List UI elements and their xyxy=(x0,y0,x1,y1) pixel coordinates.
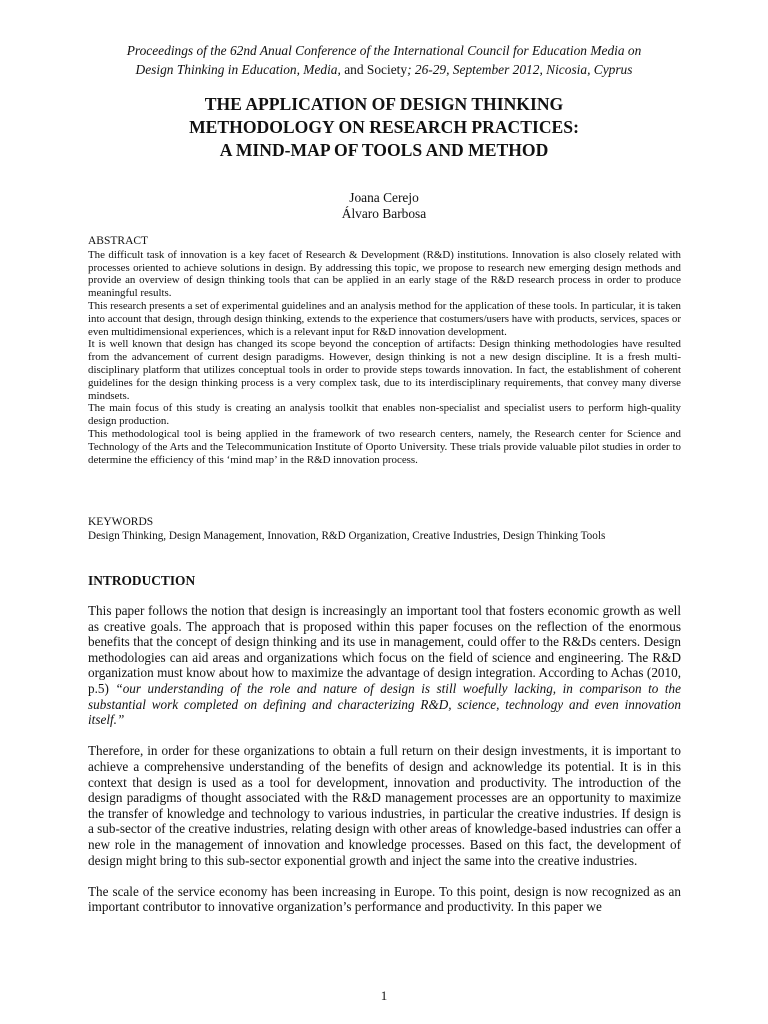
header-line-2-part-b: and Society xyxy=(340,62,408,77)
header-line-2 xyxy=(60,60,708,79)
introduction-paragraph xyxy=(88,603,681,728)
abstract-heading: ABSTRACT xyxy=(88,235,149,247)
title-line-3: A MIND-MAP OF TOOLS AND METHOD xyxy=(219,140,549,160)
abstract-paragraph: It is well known that design has changed its scope beyond the conception of artifacts: Design thinking methodologies have resulted from the advancement of current design paradigms. However, design thinking is not a new design discipline. It is a fresh multi-disciplinary platform that utilizes conceptual tools in order to provide steps towards innovation. In fact, the establishment of coherent guidelines for the design thinking process is a very complex task, due to its interdisciplinary requirements, that convey many diverse mindsets. xyxy=(88,338,681,402)
author-list xyxy=(60,190,708,222)
page-number: 1 xyxy=(380,988,388,1003)
header-line-2-part-c: ; 26-29, September 2012, Nicosia, Cyprus xyxy=(407,62,633,77)
introduction-paragraph: The scale of the service economy has been increasing in Europe. To this point, design is now recognized as an important contributor to innovative organization’s performance and productivity. In this paper we xyxy=(88,883,681,915)
abstract-paragraph: This methodological tool is being applied in the framework of two research centers, namely, the Research center for Science and Technology of the Arts and the Telecommunication Institute of Oporto University. These trials provide valuable pilot studies in order to determine the efficiency of this ‘mind map’ in the R&D innovation process. xyxy=(88,427,681,466)
header-line-2-part-a: Design Thinking in Education, Media, xyxy=(135,62,341,77)
keywords-list: Design Thinking, Design Management, Innovation, R&D Organization, Creative Industries, Design Thinking Tools xyxy=(88,530,606,542)
abstract-paragraph: The main focus of this study is creating an analysis toolkit that enables non-specialist and specialist users to perform high-quality design production. xyxy=(88,402,681,428)
introduction-paragraph: Therefore, in order for these organizations to obtain a full return on their design investments, it is important to achieve a comprehensive understanding of the benefits of design and acknowledge its potential. It is in this context that design is used as a tool for development, innovation and productivity. The introduction of the design paradigms of thought associated with the R&D management processes are an opportunity to maximize the transfer of knowledge and technology to various industries, in particular the creative industries. If design is a sub-sector of the creative industries, relating design with other areas of knowledge-based industries can offer a new role in the management of innovation and knowledge processes. Based on this fact, the development of design might bring to this sub-sector exponential growth and inject the same into the creative industries. xyxy=(88,743,681,868)
author-name: Joana Cerejo xyxy=(349,190,419,205)
proceedings-header xyxy=(60,41,708,79)
abstract-paragraph: The difficult task of innovation is a key facet of Research & Development (R&D) institutions. Innovation is also closely related with processes oriented to achieve solutions in design. By addressing this topic, we propose to research new emerging design methods and provide an overview of design thinking tools that can be applied in an early stage of the R&D research process in order to produce meaningful results. xyxy=(88,248,681,300)
author-name: Álvaro Barbosa xyxy=(341,206,427,221)
abstract-section xyxy=(88,235,681,466)
introduction-paragraph-text: This paper follows the notion that design is increasingly an important tool that fosters economic growth as well as creative goals. The approach that is proposed within this paper focuses on the reflection of the enormous benefits that the concept of design thinking and its use in management, could offer to the R&Ds centers. Design methodologies can aid areas and organizations which focus on the field of science and engineering. The R&D organization must know about how to maximize the advantage of design integration. According to Achas (2010, p.5) xyxy=(88,603,681,696)
title-line-1: THE APPLICATION OF DESIGN THINKING xyxy=(204,94,564,114)
introduction-quote: “our understanding of the role and nature of design is still woefully lacking, in comparison to the substantial work completed on defining and characterizing R&D, science, technology and even innovation itself.” xyxy=(88,680,681,728)
keywords-section xyxy=(88,515,681,543)
header-line-1: Proceedings of the 62nd Anual Conference of the International Council for Education Media on xyxy=(126,43,642,58)
title-line-2: METHODOLOGY ON RESEARCH PRACTICES: xyxy=(189,117,579,137)
abstract-paragraph: This research presents a set of experimental guidelines and an analysis method for the application of these tools. In particular, it is taken into account that design, through design thinking, extends to the experience that costumers/users have with products, services, spaces or even multidimensional experiences, which is a relevant input for R&D innovation development. xyxy=(88,299,681,338)
introduction-heading: INTRODUCTION xyxy=(88,573,196,588)
keywords-heading: KEYWORDS xyxy=(88,516,154,528)
introduction-body xyxy=(88,603,681,915)
paper-title xyxy=(60,93,708,162)
